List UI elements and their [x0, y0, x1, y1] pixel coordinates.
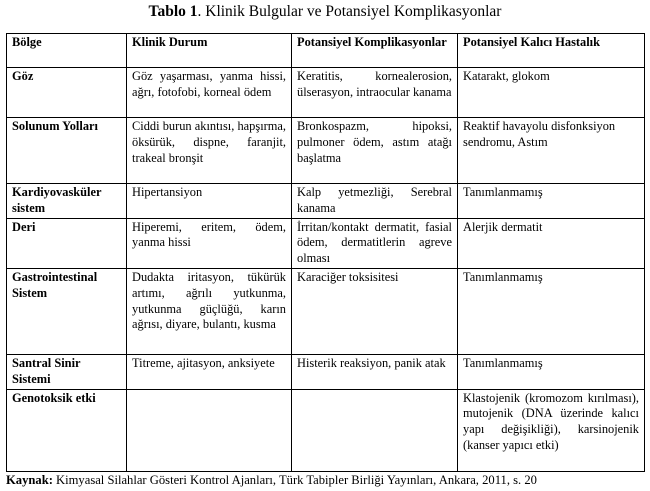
- cell-region: Gastrointestinal Sistem: [7, 268, 127, 354]
- table-title-label: Tablo 1: [148, 3, 198, 20]
- header-region: Bölge: [7, 34, 127, 68]
- cell-region: Kardiyovasküler sistem: [7, 184, 127, 219]
- cell-clinical: Ciddi burun akıntısı, hapşırma, öksürük, dispne, faranjit, trakeal bronşit: [127, 118, 292, 184]
- table-row: [7, 268, 645, 354]
- cell-clinical: Dudakta iritasyon, tükürük artımı, ağrılı yutkunma, yutkunma güçlüğü, karın ağrısı, diyare, bulantı, kusma: [127, 268, 292, 354]
- cell-complications: Kalp yetmezliği, Serebral kanama: [292, 184, 458, 219]
- cell-permanent: Tanımlanmamış: [458, 184, 645, 219]
- source-label: Kaynak:: [6, 473, 53, 487]
- cell-complications: Karaciğer toksisitesi: [292, 268, 458, 354]
- table-row: [7, 68, 645, 118]
- cell-region: Genotoksik etki: [7, 389, 127, 471]
- findings-table: [6, 33, 645, 472]
- source-note: [6, 472, 646, 488]
- table-row: [7, 389, 645, 471]
- cell-complications: İrritan/kontakt dermatit, fasial ödem, dermatitlerin agreve olması: [292, 218, 458, 268]
- cell-permanent: Reaktif havayolu disfonksiyon sendromu, Astım: [458, 118, 645, 184]
- table-title-text: . Klinik Bulgular ve Potansiyel Komplikasyonlar: [197, 3, 502, 20]
- table-row: [7, 184, 645, 219]
- cell-clinical: Hiperemi, eritem, ödem, yanma hissi: [127, 218, 292, 268]
- cell-region: Deri: [7, 218, 127, 268]
- cell-clinical: [127, 389, 292, 471]
- cell-complications: Bronkospazm, hipoksi, pulmoner ödem, astım atağı başlatma: [292, 118, 458, 184]
- cell-complications: [292, 389, 458, 471]
- cell-clinical: Hipertansiyon: [127, 184, 292, 219]
- cell-complications: Histerik reaksiyon, panik atak: [292, 354, 458, 389]
- cell-permanent: Katarakt, glokom: [458, 68, 645, 118]
- cell-clinical: Göz yaşarması, yanma hissi, ağrı, fotofobi, korneal ödem: [127, 68, 292, 118]
- table-row: [7, 218, 645, 268]
- header-permanent: Potansiyel Kalıcı Hastalık: [458, 34, 645, 68]
- table-row: [7, 354, 645, 389]
- cell-permanent: Klastojenik (kromozom kırılması), mutojenik (DNA üzerinde kalıcı yapı değişikliği), karsinojenik (kanser yapıcı etki): [458, 389, 645, 471]
- table-title: [0, 2, 650, 22]
- cell-clinical: Titreme, ajitasyon, anksiyete: [127, 354, 292, 389]
- header-complications: Potansiyel Komplikasyonlar: [292, 34, 458, 68]
- cell-complications: Keratitis, kornealerosion, ülserasyon, intraocular kanama: [292, 68, 458, 118]
- cell-region: Göz: [7, 68, 127, 118]
- cell-permanent: Tanımlanmamış: [458, 354, 645, 389]
- table-row: [7, 118, 645, 184]
- header-clinical: Klinik Durum: [127, 34, 292, 68]
- table-header-row: [7, 34, 645, 68]
- cell-permanent: Tanımlanmamış: [458, 268, 645, 354]
- cell-region: Santral Sinir Sistemi: [7, 354, 127, 389]
- cell-permanent: Alerjik dermatit: [458, 218, 645, 268]
- source-text: Kimyasal Silahlar Gösteri Kontrol Ajanları, Türk Tabipler Birliği Yayınları, Ankara, 2011, s. 20: [52, 473, 537, 487]
- cell-region: Solunum Yolları: [7, 118, 127, 184]
